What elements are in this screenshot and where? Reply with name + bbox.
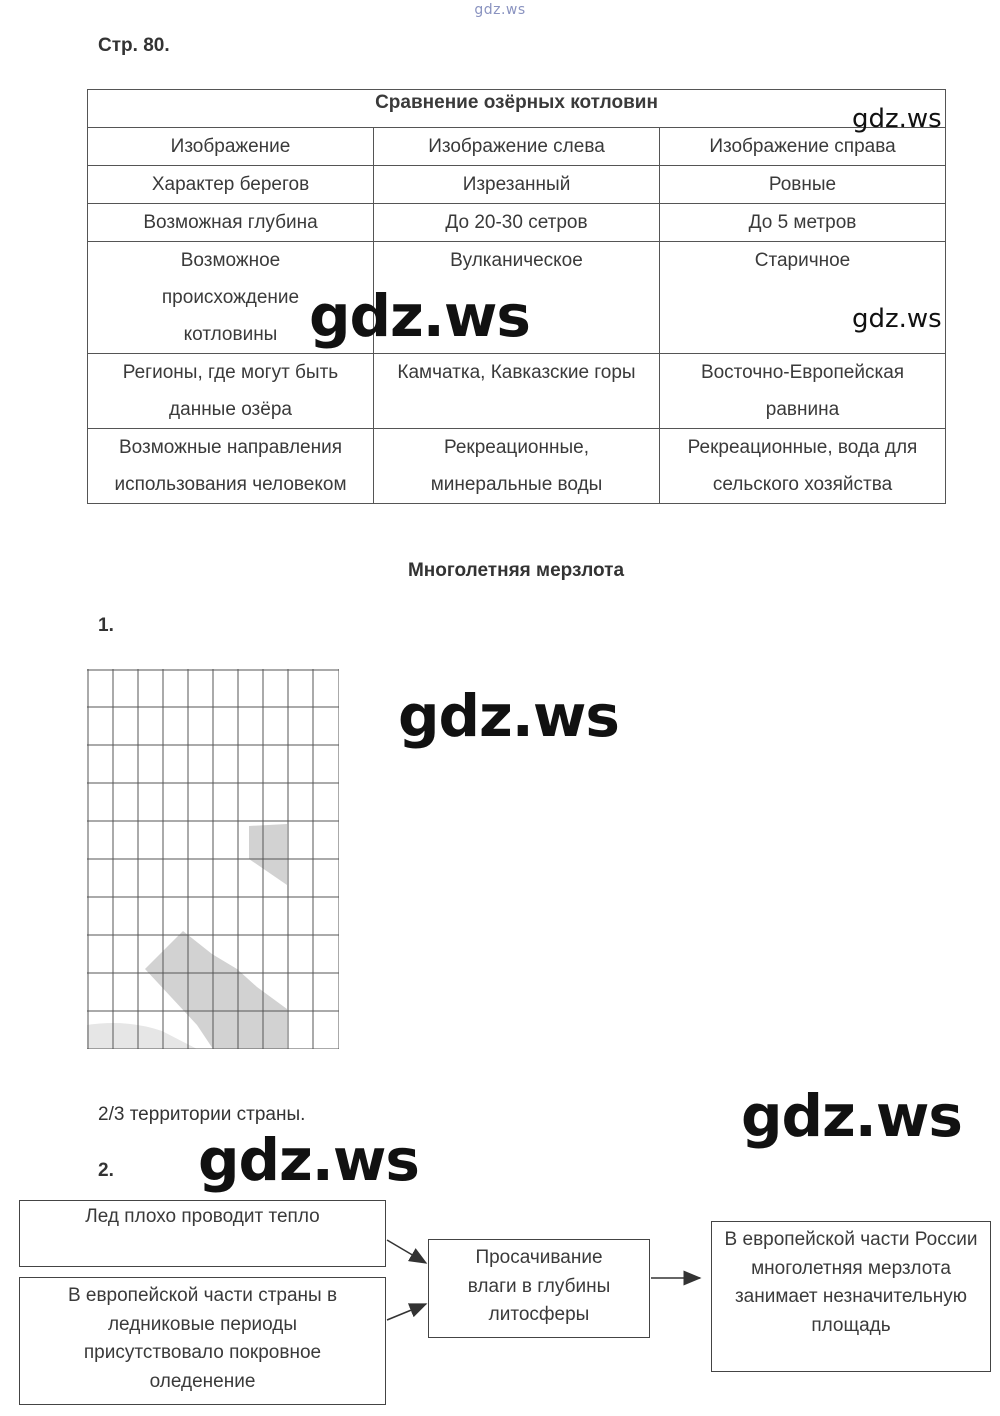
cause-box-1 xyxy=(19,1200,386,1267)
shade-shape xyxy=(145,931,287,1049)
table-cell: Камчатка, Кавказские горы xyxy=(374,354,660,429)
cause-box-2 xyxy=(19,1277,386,1405)
table-row xyxy=(88,128,946,166)
grid-shading xyxy=(87,824,287,1049)
table-cell: Изображение xyxy=(88,128,374,166)
watermark: gdz.ws xyxy=(741,1082,962,1150)
table-cell: Характер берегов xyxy=(88,166,374,204)
table-cell: Старичное xyxy=(660,242,946,354)
table-cell: Изображение слева xyxy=(374,128,660,166)
table-cell: Рекреационные, вода для сельского хозяйства xyxy=(660,429,946,504)
table-cell: Возможное происхождение котловины xyxy=(88,242,374,354)
table-cell: Изрезанный xyxy=(374,166,660,204)
result-box-text: В европейской части России многолетняя мерзлота занимает незначительную площадь xyxy=(724,1229,978,1336)
watermark: gdz.ws xyxy=(198,1126,419,1194)
watermark: gdz.ws xyxy=(398,682,619,750)
arrow-cause1-to-process xyxy=(387,1240,426,1263)
table-title: Сравнение озёрных котловин xyxy=(88,90,946,128)
section-title: Многолетняя мерзлота xyxy=(407,560,625,581)
table-row xyxy=(88,429,946,504)
shade-shape xyxy=(87,1023,197,1049)
table-cell: До 5 метров xyxy=(660,204,946,242)
table-cell: До 20-30 сетров xyxy=(374,204,660,242)
table-cell: Рекреационные, минеральные воды xyxy=(374,429,660,504)
process-box xyxy=(428,1239,650,1338)
watermark: gdz.ws xyxy=(852,304,942,334)
table-cell: Изображение справа xyxy=(660,128,946,166)
result-box xyxy=(711,1221,991,1372)
shade-shape xyxy=(249,824,287,885)
table-cell: Ровные xyxy=(660,166,946,204)
table-cell: Регионы, где могут быть данные озёра xyxy=(88,354,374,429)
table-cell: Вулканическое xyxy=(374,242,660,354)
watermark-top: gdz.ws xyxy=(474,2,526,18)
table-row xyxy=(88,204,946,242)
item-number-2: 2. xyxy=(98,1160,114,1181)
grid-lines xyxy=(87,669,339,1049)
territory-grid xyxy=(87,669,339,1049)
watermark: gdz.ws xyxy=(309,282,530,350)
item-number-1: 1. xyxy=(98,615,114,636)
cause-box-2-text: В европейской части страны в ледниковые периоды присутствовало покровное оледенение xyxy=(67,1285,338,1392)
watermark: gdz.ws xyxy=(852,104,942,134)
table-cell: Возможная глубина xyxy=(88,204,374,242)
table-cell: Восточно-Европейская равнина xyxy=(660,354,946,429)
process-box-text: Просачивание влаги в глубины литосферы xyxy=(467,1247,611,1325)
table-cell: Возможные направления использования человеком xyxy=(88,429,374,504)
territory-note: 2/3 территории страны. xyxy=(98,1104,306,1125)
table-row xyxy=(88,166,946,204)
table-row xyxy=(88,354,946,429)
grid-drawing xyxy=(87,669,339,1049)
page-label: Стр. 80. xyxy=(98,35,170,56)
cause-box-1-text: Лед плохо проводит тепло xyxy=(85,1206,320,1227)
arrow-cause2-to-process xyxy=(387,1304,426,1320)
